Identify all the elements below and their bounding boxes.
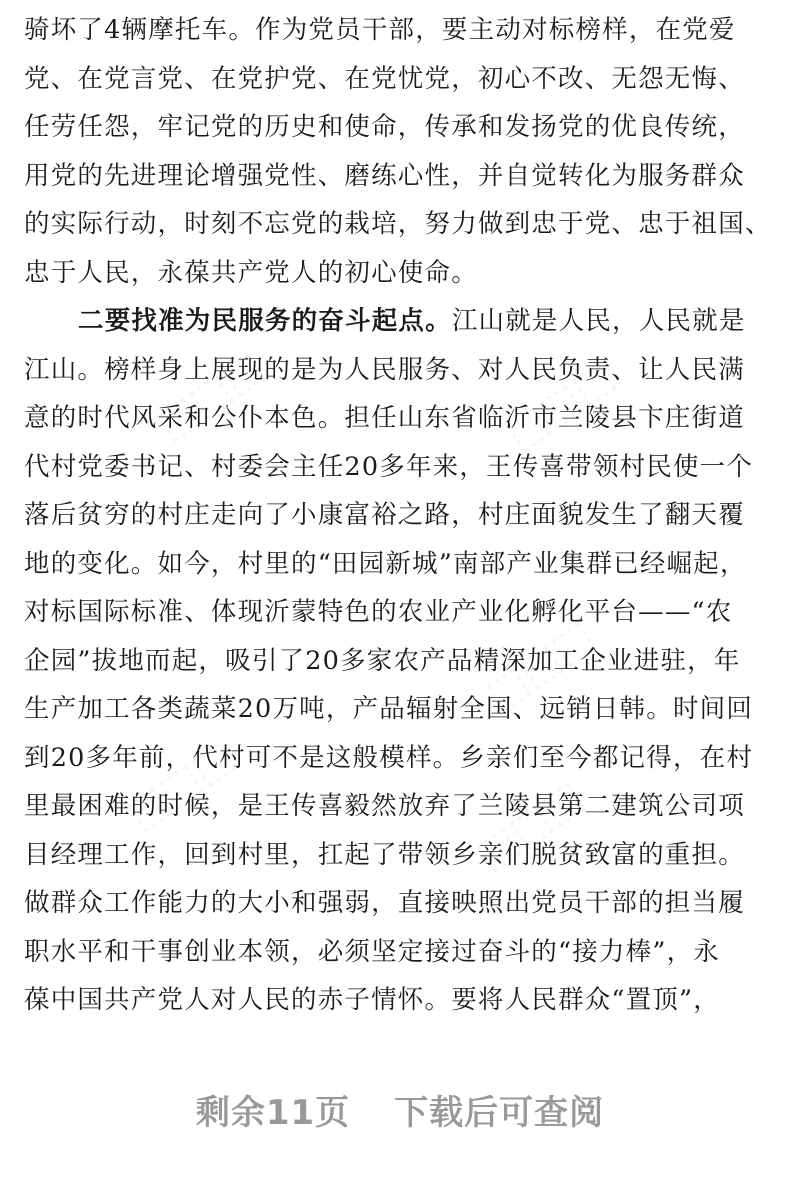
text-line: 任劳任怨，牢记党的历史和使命，传承和发扬党的优良传统，	[24, 112, 745, 142]
text-line: 忠于人民，永葆共产党人的初心使命。	[24, 257, 478, 288]
document-body	[24, 6, 784, 1025]
text-line: 生产加工各类蔬菜20万吨，产品辐射全国、远销日韩。时间回	[24, 694, 754, 724]
remaining-pages-label: 剩余11页	[195, 1093, 351, 1133]
text-line: 职水平和干事创业本领，必须坚定接过奋斗的“接力棒”，永	[24, 936, 720, 967]
text-line: 里最困难的时候，是王传喜毅然放弃了兰陵县第二建筑公司项	[24, 791, 745, 821]
download-prompt[interactable]	[0, 1085, 800, 1134]
text-line: 对标国际标准、体现沂蒙特色的农业产业化孵化平台——“农	[24, 597, 733, 627]
download-to-view-label[interactable]: 下载后可查阅	[394, 1093, 605, 1133]
text-line: 骑坏了4辆摩托车。作为党员干部，要主动对标榜样，在党爱	[24, 15, 736, 45]
text-line: 葆中国共产党人对人民的赤子情怀。要将人民群众“置顶”，	[24, 985, 720, 1015]
text-line: 企园”拔地而起，吸引了20多家农产品精深加工企业进驻，年	[24, 645, 741, 676]
text-line: 用党的先进理论增强党性、磨练心性，并自觉转化为服务群众	[24, 160, 745, 191]
text-line: 做群众工作能力的大小和强弱，直接映照出党员干部的担当履	[24, 888, 745, 918]
text-line: 地的变化。如今，村里的“田园新城”南部产业集群已经崛起，	[24, 548, 747, 579]
text-line: 到20多年前，代村可不是这般模样。乡亲们至今都记得，在村	[24, 742, 754, 773]
section-heading-rest: 江山就是人民，人民就是	[451, 306, 746, 336]
text-line: 落后贫穷的村庄走向了小康富裕之路，村庄面貌发生了翻天覆	[24, 500, 745, 530]
text-line: 代村党委书记、村委会主任20多年来，王传喜带领村民使一个	[24, 451, 754, 482]
text-line: 目经理工作，回到村里，扛起了带领乡亲们脱贫致富的重担。	[24, 839, 745, 870]
text-line: 的实际行动，时刻不忘党的栽培，努力做到忠于党、忠于祖国、	[24, 209, 772, 239]
text-line: 意的时代风采和公仆本色。担任山东省临沂市兰陵县卞庄街道	[24, 403, 745, 433]
text-line: 江山。榜样身上展现的是为人民服务、对人民负责、让人民满	[24, 354, 745, 385]
section-heading: 二要找准为民服务的奋斗起点。	[78, 306, 452, 336]
text-line: 党、在党言党、在党护党、在党忧党，初心不改、无怨无悔、	[24, 63, 745, 94]
section-heading-line	[24, 297, 784, 346]
